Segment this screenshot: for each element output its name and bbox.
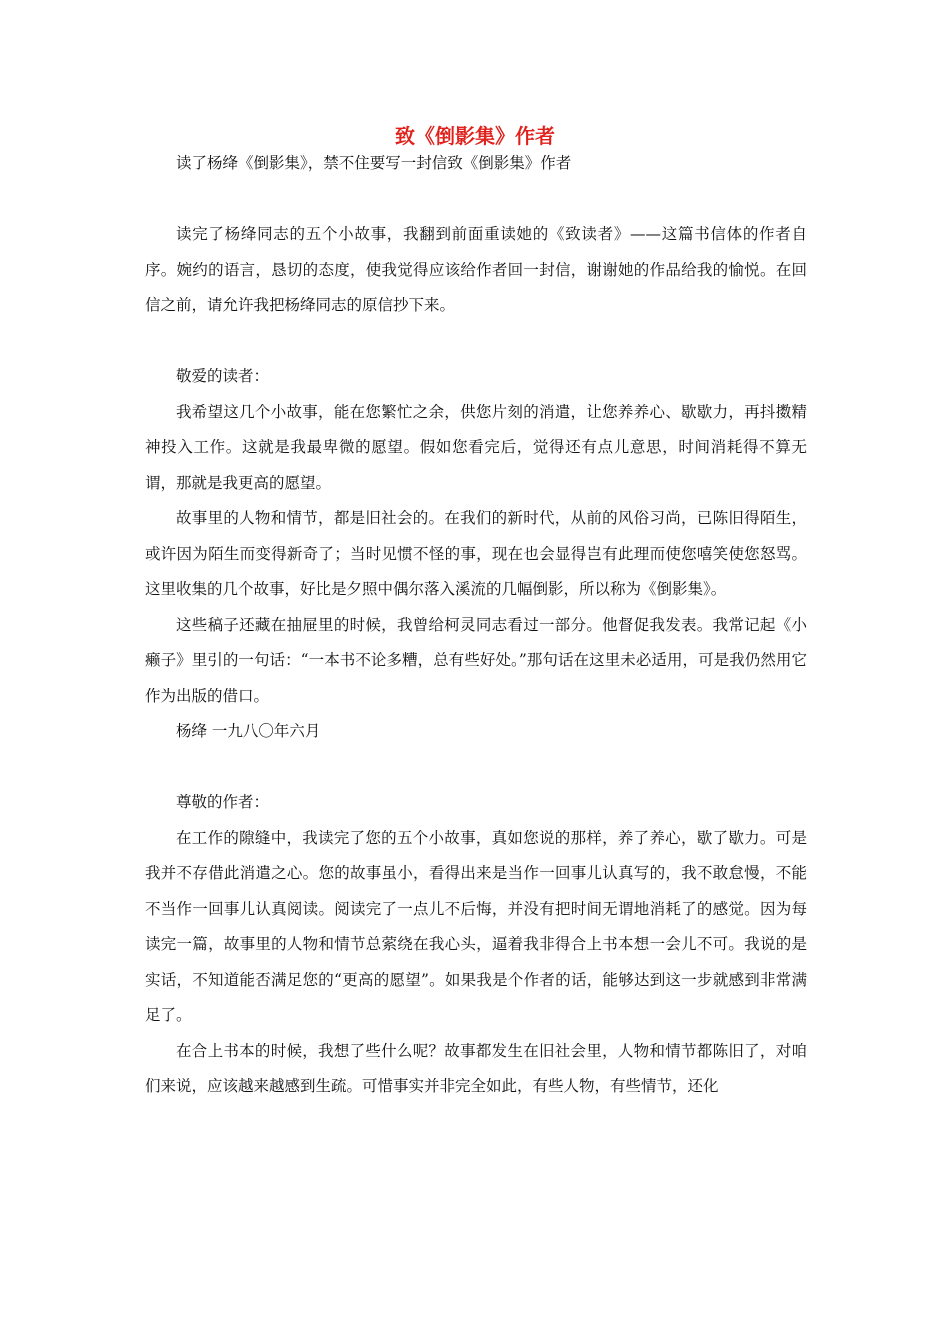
intro-paragraph: 读完了杨绛同志的五个小故事，我翻到前面重读她的《致读者》——这篇书信体的作者自序。婉约的语言，恳切的态度，使我觉得应该给作者回一封信，谢谢她的作品给我的愉悦。在回信之前，请允许我把杨绛同志的原信抄下来。 bbox=[145, 225, 807, 314]
letter1-paragraph: 这些稿子还藏在抽屉里的时候，我曾给柯灵同志看过一部分。他督促我发表。我常记起《小癞子》里引的一句话：“一本书不论多糟，总有些好处。”那句话在这里未必适用，可是我仍然用它作为出版的借口。 bbox=[145, 615, 807, 705]
letter1-paragraph: 我希望这几个小故事，能在您繁忙之余，供您片刻的消遣，让您养养心、歇歇力，再抖擞精神投入工作。这就是我最卑微的愿望。假如您看完后，觉得还有点儿意思，时间消耗得不算无谓，那就是我更高的愿望。 bbox=[145, 402, 807, 492]
letter1-signature: 杨绛 一九八〇年六月 bbox=[176, 722, 321, 740]
letter1-salutation: 敬爱的读者： bbox=[176, 367, 270, 385]
letter2-paragraph: 在合上书本的时候，我想了些什么呢？故事都发生在旧社会里，人物和情节都陈旧了，对咱们来说，应该越来越感到生疏。可惜事实并非完全如此，有些人物，有些情节，还化 bbox=[145, 1041, 807, 1095]
letter1-paragraph: 故事里的人物和情节，都是旧社会的。在我们的新时代，从前的风俗习尚，已陈旧得陌生，或许因为陌生而变得新奇了；当时见惯不怪的事，现在也会显得岂有此理而使您嘻笑使您怒骂。这里收集的几个故事，好比是夕照中偶尔落入溪流的几幅倒影，所以称为《倒影集》。 bbox=[145, 509, 807, 598]
document-title: 致《倒影集》作者 bbox=[395, 124, 555, 148]
document-subtitle: 读了杨绛《倒影集》，禁不住要写一封信致《倒影集》作者 bbox=[176, 154, 572, 172]
letter2-paragraph: 在工作的隙缝中，我读完了您的五个小故事，真如您说的那样，养了养心，歇了歇力。可是我并不存借此消遣之心。您的故事虽小，看得出来是当作一回事儿认真写的，我不敢怠慢，不能不当作一回事儿认真阅读。阅读完了一点儿不后悔，并没有把时间无谓地消耗了的感觉。因为每读完一篇，故事里的人物和情节总萦绕在我心头，逼着我非得合上书本想一会儿不可。我说的是实话，不知道能否满足您的“更高的愿望”。如果我是个作者的话，能够达到这一步就感到非常满足了。 bbox=[145, 828, 807, 1024]
document-body bbox=[145, 146, 807, 1105]
letter2-salutation: 尊敬的作者： bbox=[176, 793, 270, 811]
